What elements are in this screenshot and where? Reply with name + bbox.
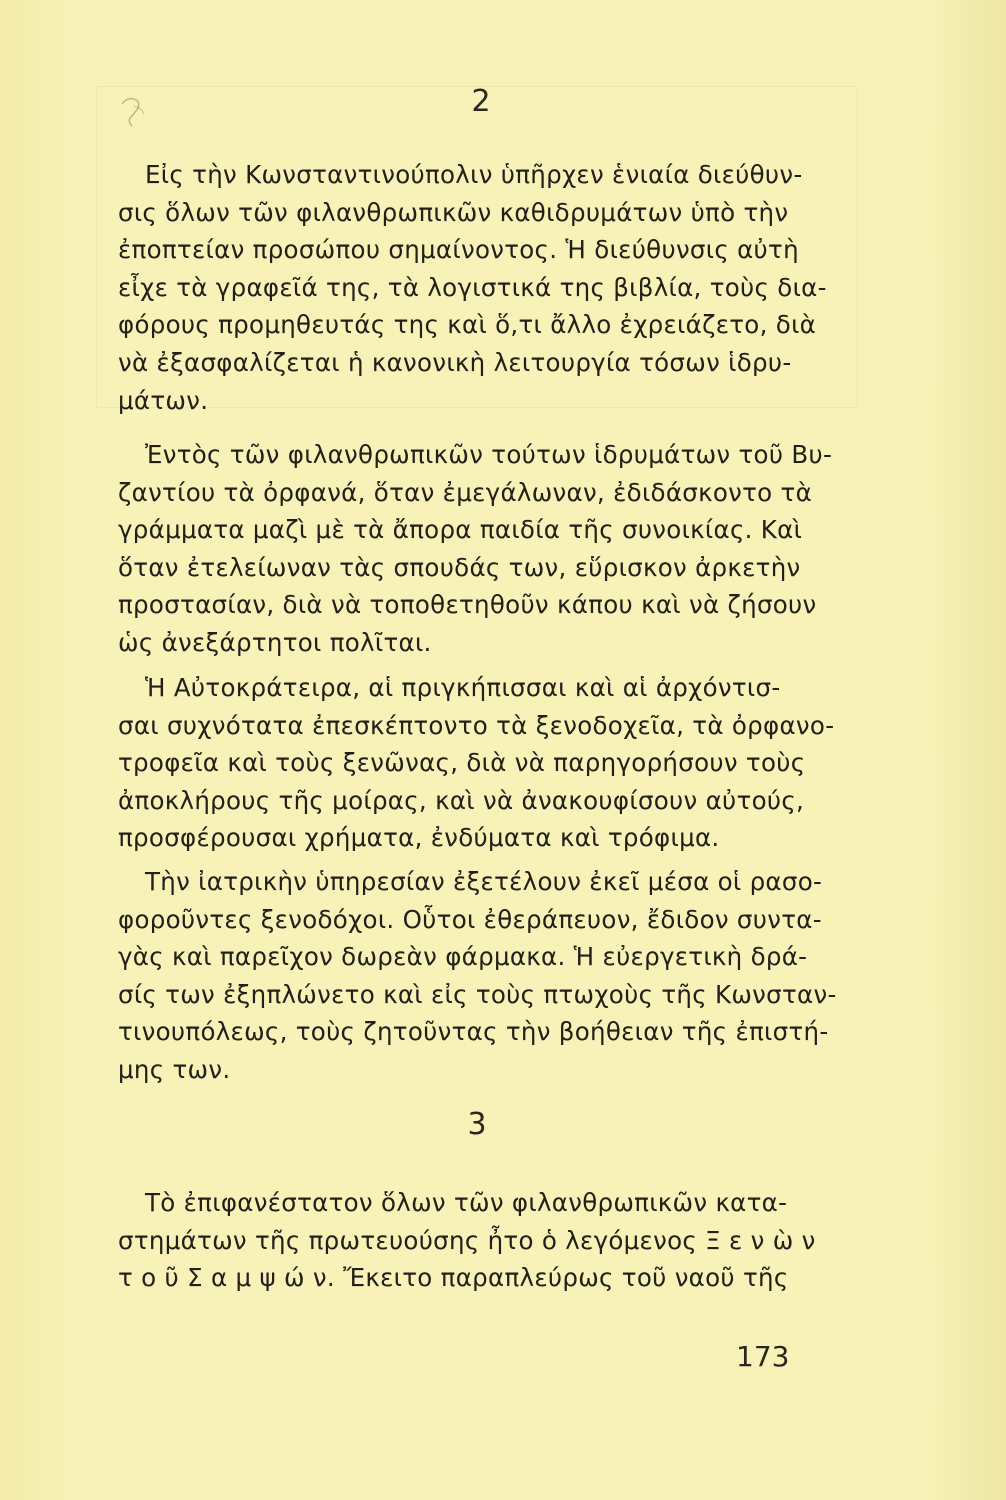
text-line: ἐποπτείαν προσώπου σημαίνοντος. Ἡ διεύθυνσις αὐτὴ — [118, 235, 799, 265]
text-line: Ἐντὸς τῶν φιλανθρωπικῶν τούτων ἱδρυμάτων τοῦ Βυ- — [145, 440, 833, 469]
text-line: στημάτων τῆς πρωτευούσης ἦτο ὁ λεγόμενος Ξ ε ν ὼ ν — [118, 1225, 816, 1255]
text-line: Τὸ ἐπιφανέστατον ὅλων τῶν φιλανθρωπικῶν κατα- — [145, 1188, 788, 1217]
paragraph-2 — [118, 436, 848, 662]
text-line: ὅταν ἐτελείωναν τὰς σπουδάς των, εὕρισκον ἀρκετὴν — [118, 552, 801, 582]
text-line: Τὴν ἰατρικὴν ὑπηρεσίαν ἐξετέλουν ἐκεῖ μέσα οἱ ρασο- — [145, 867, 823, 896]
page-number: 173 — [736, 1340, 790, 1373]
text-line: τ ο ῦ Σ α μ ψ ώ ν. Ἔκειτο παραπλεύρως τοῦ ναοῦ τῆς — [118, 1263, 789, 1293]
text-line: γράμματα μαζὶ μὲ τὰ ἄπορα παιδία τῆς συνοικίας. Καὶ — [118, 515, 803, 545]
text-line: φοροῦντες ξενοδόχοι. Οὗτοι ἐθεράπευον, ἔδιδον συντα- — [118, 904, 822, 934]
text-line: προστασίαν, διὰ νὰ τοποθετηθοῦν κάπου καὶ νὰ ζήσουν — [118, 590, 817, 620]
text-line: ἀποκλήρους τῆς μοίρας, καὶ νὰ ἀνακουφίσουν αὐτούς, — [118, 785, 805, 815]
section-number-3: 3 — [467, 1107, 487, 1142]
text-line: ζαντίου τὰ ὀρφανά, ὅταν ἐμεγάλωναν, ἐδιδάσκοντο τὰ — [118, 477, 813, 507]
text-line: μης των. — [118, 1054, 231, 1084]
paragraph-5 — [118, 1184, 848, 1297]
text-line: φόρους προμηθευτάς της καὶ ὅ,τι ἄλλο ἐχρειάζετο, διὰ — [118, 310, 817, 340]
section-number-2: 2 — [471, 84, 491, 119]
text-line: νὰ ἐξασφαλίζεται ἡ κανονικὴ λειτουργία τόσων ἱδρυ- — [118, 347, 792, 377]
paragraph-4 — [118, 863, 848, 1089]
paragraph-3 — [118, 669, 848, 857]
text-line: ὡς ἀνεξάρτητοι πολῖται. — [118, 627, 432, 657]
text-line: τροφεῖα καὶ τοὺς ξενῶνας, διὰ νὰ παρηγορήσουν τοὺς — [118, 748, 806, 778]
text-line: εἶχε τὰ γραφεῖά της, τὰ λογιστικά της βιβλία, τοὺς δια- — [118, 272, 827, 302]
text-line: σις ὅλων τῶν φιλανθρωπικῶν καθιδρυμάτων ὑπὸ τὴν — [118, 197, 789, 227]
text-line: Ἡ Αὐτοκράτειρα, αἱ πριγκήπισσαι καὶ αἱ ἀρχόντισ- — [145, 673, 781, 702]
text-line: τινουπόλεως, τοὺς ζητοῦντας τὴν βοήθειαν τῆς ἐπιστή- — [118, 1017, 829, 1047]
text-line: σαι συχνότατα ἐπεσκέπτοντο τὰ ξενοδοχεῖα, τὰ ὀρφανο- — [118, 710, 835, 740]
text-line: Εἰς τὴν Κωνσταντινούπολιν ὑπῆρχεν ἑνιαία διεύθυν- — [145, 160, 803, 189]
paragraph-1 — [118, 156, 848, 419]
text-line: μάτων. — [118, 385, 209, 415]
text-line: προσφέρουσαι χρήματα, ἐνδύματα καὶ τρόφιμα. — [118, 823, 720, 853]
text-line: γὰς καὶ παρεῖχον δωρεὰν φάρμακα. Ἡ εὐεργετικὴ δρά- — [118, 942, 808, 972]
text-line: σίς των ἐξηπλώνετο καὶ εἰς τοὺς πτωχοὺς τῆς Κωνσταν- — [118, 979, 837, 1009]
